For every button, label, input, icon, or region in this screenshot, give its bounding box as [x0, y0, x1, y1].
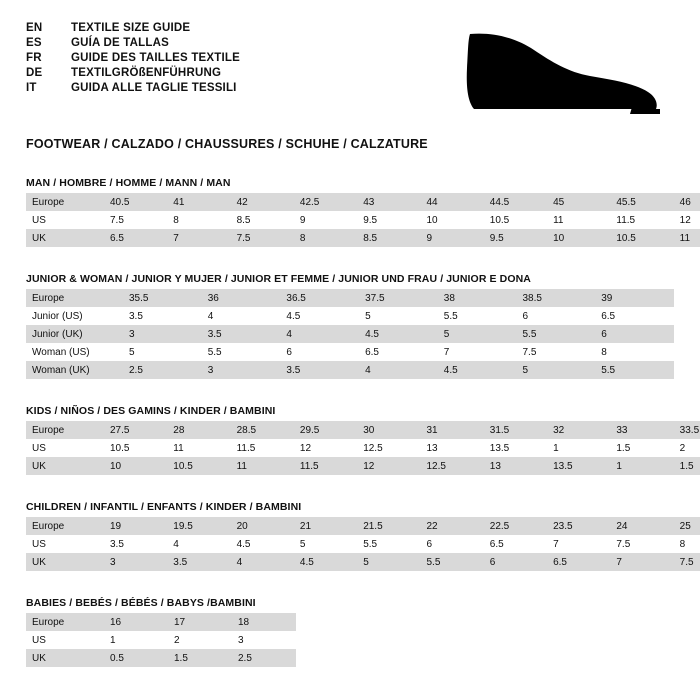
size-cell: 10 — [104, 457, 167, 475]
row-label: US — [26, 439, 104, 457]
size-cell: 4.5 — [359, 325, 438, 343]
size-cell: 6 — [595, 325, 674, 343]
size-table — [26, 421, 700, 475]
size-cell: 5 — [438, 325, 517, 343]
size-cell: 33.5 — [674, 421, 700, 439]
size-cell: 8 — [294, 229, 357, 247]
row-label: Woman (UK) — [26, 361, 123, 379]
size-cell: 12 — [357, 457, 420, 475]
size-tables — [26, 177, 700, 667]
table-row — [26, 229, 700, 247]
size-cell: 1 — [104, 631, 168, 649]
table-row — [26, 439, 700, 457]
size-cell: 1.5 — [610, 439, 673, 457]
size-cell: 39 — [595, 289, 674, 307]
size-cell: 9 — [294, 211, 357, 229]
header — [26, 22, 674, 123]
size-cell: 29.5 — [294, 421, 357, 439]
row-label: Europe — [26, 421, 104, 439]
size-cell: 4 — [280, 325, 359, 343]
size-cell: 6.5 — [104, 229, 167, 247]
size-cell: 11 — [547, 211, 610, 229]
size-table — [26, 613, 296, 667]
language-title: GUIDE DES TAILLES TEXTILE — [71, 52, 240, 64]
size-cell: 9.5 — [484, 229, 547, 247]
size-cell: 36.5 — [280, 289, 359, 307]
size-cell: 43 — [357, 193, 420, 211]
size-cell: 1.5 — [168, 649, 232, 667]
size-cell: 5 — [357, 553, 420, 571]
size-cell: 31 — [420, 421, 483, 439]
size-cell: 6.5 — [359, 343, 438, 361]
section-title: BABIES / BEBÉS / BÉBÉS / BABYS /BAMBINI — [26, 597, 256, 609]
size-cell: 6 — [280, 343, 359, 361]
section-title: JUNIOR & WOMAN / JUNIOR Y MUJER / JUNIOR ET FEMME / JUNIOR UND FRAU / JUNIOR E DONA — [26, 273, 531, 285]
size-cell: 16 — [104, 613, 168, 631]
size-cell: 38.5 — [517, 289, 596, 307]
size-cell: 33 — [610, 421, 673, 439]
size-cell: 6.5 — [484, 535, 547, 553]
size-cell: 4 — [359, 361, 438, 379]
size-cell: 23.5 — [547, 517, 610, 535]
size-cell: 3.5 — [280, 361, 359, 379]
size-cell: 28 — [167, 421, 230, 439]
size-cell: 38 — [438, 289, 517, 307]
size-cell: 7.5 — [517, 343, 596, 361]
language-title: GUIDA ALLE TAGLIE TESSILI — [71, 82, 237, 94]
size-cell: 6.5 — [547, 553, 610, 571]
size-cell: 7 — [167, 229, 230, 247]
size-cell: 10 — [420, 211, 483, 229]
table-row — [26, 535, 700, 553]
language-title: GUÍA DE TALLAS — [71, 37, 169, 49]
row-label: UK — [26, 649, 104, 667]
size-cell: 4.5 — [438, 361, 517, 379]
size-cell: 12 — [294, 439, 357, 457]
size-cell: 5 — [294, 535, 357, 553]
size-cell: 5.5 — [517, 325, 596, 343]
size-cell: 13.5 — [547, 457, 610, 475]
size-cell: 1 — [547, 439, 610, 457]
row-label: Europe — [26, 289, 123, 307]
size-cell: 8 — [167, 211, 230, 229]
size-cell: 11 — [674, 229, 700, 247]
size-cell: 11.5 — [610, 211, 673, 229]
size-cell: 5.5 — [595, 361, 674, 379]
language-row — [26, 82, 240, 94]
dress-shoe-icon — [449, 28, 664, 123]
size-cell: 20 — [231, 517, 294, 535]
size-cell: 37.5 — [359, 289, 438, 307]
size-cell: 13.5 — [484, 439, 547, 457]
size-cell: 10.5 — [484, 211, 547, 229]
section-title: CHILDREN / INFANTIL / ENFANTS / KINDER / BAMBINI — [26, 501, 302, 513]
row-label: Woman (US) — [26, 343, 123, 361]
table-row — [26, 457, 700, 475]
size-cell: 44.5 — [484, 193, 547, 211]
size-cell: 30 — [357, 421, 420, 439]
language-row — [26, 22, 240, 34]
size-cell: 13 — [420, 439, 483, 457]
size-cell: 7.5 — [231, 229, 294, 247]
table-row — [26, 553, 700, 571]
size-cell: 12 — [674, 211, 700, 229]
language-row — [26, 37, 240, 49]
size-cell: 13 — [484, 457, 547, 475]
size-cell: 8.5 — [357, 229, 420, 247]
size-cell: 45 — [547, 193, 610, 211]
table-row — [26, 211, 700, 229]
size-cell: 10.5 — [104, 439, 167, 457]
size-cell: 3.5 — [167, 553, 230, 571]
size-cell: 12.5 — [357, 439, 420, 457]
size-cell: 7.5 — [104, 211, 167, 229]
size-cell: 4.5 — [294, 553, 357, 571]
size-cell: 5.5 — [357, 535, 420, 553]
size-cell: 6.5 — [595, 307, 674, 325]
size-cell: 6 — [517, 307, 596, 325]
size-cell: 5.5 — [202, 343, 281, 361]
size-cell: 24 — [610, 517, 673, 535]
section-title: KIDS / NIÑOS / DES GAMINS / KINDER / BAMBINI — [26, 405, 276, 417]
size-cell: 35.5 — [123, 289, 202, 307]
row-label: Europe — [26, 613, 104, 631]
size-cell: 3.5 — [104, 535, 167, 553]
row-label: UK — [26, 229, 104, 247]
table-row — [26, 307, 674, 325]
size-cell: 4 — [167, 535, 230, 553]
size-cell: 3.5 — [123, 307, 202, 325]
table-row — [26, 649, 296, 667]
row-label: Junior (UK) — [26, 325, 123, 343]
size-cell: 40.5 — [104, 193, 167, 211]
size-cell: 11.5 — [231, 439, 294, 457]
size-cell: 0.5 — [104, 649, 168, 667]
row-label: US — [26, 211, 104, 229]
table-row — [26, 631, 296, 649]
size-cell: 6 — [484, 553, 547, 571]
language-code: EN — [26, 22, 43, 34]
size-cell: 8 — [595, 343, 674, 361]
size-cell: 21.5 — [357, 517, 420, 535]
table-row — [26, 325, 674, 343]
size-cell: 4 — [202, 307, 281, 325]
size-cell: 5.5 — [420, 553, 483, 571]
row-label: Junior (US) — [26, 307, 123, 325]
table-row — [26, 421, 700, 439]
row-label: UK — [26, 553, 104, 571]
size-cell: 27.5 — [104, 421, 167, 439]
size-cell: 3 — [202, 361, 281, 379]
size-cell: 10 — [547, 229, 610, 247]
size-section — [26, 405, 700, 475]
size-cell: 2.5 — [232, 649, 296, 667]
size-cell: 8.5 — [231, 211, 294, 229]
size-cell: 11.5 — [294, 457, 357, 475]
size-cell: 10.5 — [610, 229, 673, 247]
size-cell: 3.5 — [202, 325, 281, 343]
size-table — [26, 289, 674, 379]
size-cell: 4.5 — [280, 307, 359, 325]
size-cell: 7 — [610, 553, 673, 571]
size-cell: 18 — [232, 613, 296, 631]
category-title: FOOTWEAR / CALZADO / CHAUSSURES / SCHUHE / CALZATURE — [26, 137, 428, 151]
language-title-list — [26, 22, 240, 97]
row-label: Europe — [26, 517, 104, 535]
size-cell: 7.5 — [674, 553, 700, 571]
language-code: FR — [26, 52, 42, 64]
size-cell: 22 — [420, 517, 483, 535]
row-label: Europe — [26, 193, 104, 211]
size-table — [26, 517, 700, 571]
size-cell: 2 — [674, 439, 700, 457]
size-table — [26, 193, 700, 247]
size-cell: 21 — [294, 517, 357, 535]
size-cell: 5 — [359, 307, 438, 325]
size-cell: 45.5 — [610, 193, 673, 211]
size-cell: 1.5 — [674, 457, 700, 475]
size-cell: 22.5 — [484, 517, 547, 535]
size-cell: 10.5 — [167, 457, 230, 475]
row-label: UK — [26, 457, 104, 475]
size-cell: 4 — [231, 553, 294, 571]
size-cell: 17 — [168, 613, 232, 631]
size-cell: 8 — [674, 535, 700, 553]
size-section — [26, 501, 694, 571]
size-cell: 11 — [231, 457, 294, 475]
size-cell: 5.5 — [438, 307, 517, 325]
size-cell: 32 — [547, 421, 610, 439]
size-cell: 9.5 — [357, 211, 420, 229]
size-cell: 46 — [674, 193, 700, 211]
size-cell: 42 — [231, 193, 294, 211]
size-section — [26, 273, 674, 379]
table-row — [26, 361, 674, 379]
section-title: MAN / HOMBRE / HOMME / MANN / MAN — [26, 177, 231, 189]
size-cell: 7 — [438, 343, 517, 361]
size-cell: 41 — [167, 193, 230, 211]
language-title: TEXTILE SIZE GUIDE — [71, 22, 191, 34]
size-cell: 4.5 — [231, 535, 294, 553]
size-cell: 19.5 — [167, 517, 230, 535]
table-row — [26, 517, 700, 535]
size-cell: 9 — [420, 229, 483, 247]
table-row — [26, 613, 296, 631]
size-cell: 3 — [232, 631, 296, 649]
size-cell: 1 — [610, 457, 673, 475]
table-row — [26, 193, 700, 211]
language-row — [26, 67, 240, 79]
size-cell: 2 — [168, 631, 232, 649]
size-cell: 7 — [547, 535, 610, 553]
size-cell: 19 — [104, 517, 167, 535]
row-label: US — [26, 535, 104, 553]
size-section — [26, 177, 691, 247]
language-row — [26, 52, 240, 64]
size-cell: 5 — [123, 343, 202, 361]
table-row — [26, 289, 674, 307]
language-code: IT — [26, 82, 37, 94]
size-cell: 6 — [420, 535, 483, 553]
size-cell: 3 — [104, 553, 167, 571]
size-section — [26, 597, 674, 667]
size-cell: 28.5 — [231, 421, 294, 439]
size-cell: 42.5 — [294, 193, 357, 211]
size-cell: 11 — [167, 439, 230, 457]
size-cell: 5 — [517, 361, 596, 379]
size-cell: 7.5 — [610, 535, 673, 553]
size-cell: 3 — [123, 325, 202, 343]
size-cell: 2.5 — [123, 361, 202, 379]
table-row — [26, 343, 674, 361]
language-code: DE — [26, 67, 43, 79]
row-label: US — [26, 631, 104, 649]
size-cell: 36 — [202, 289, 281, 307]
size-cell: 44 — [420, 193, 483, 211]
language-code: ES — [26, 37, 42, 49]
size-cell: 31.5 — [484, 421, 547, 439]
language-title: TEXTILGRÖßENFÜHRUNG — [71, 67, 222, 79]
size-cell: 12.5 — [420, 457, 483, 475]
size-cell: 25 — [674, 517, 700, 535]
